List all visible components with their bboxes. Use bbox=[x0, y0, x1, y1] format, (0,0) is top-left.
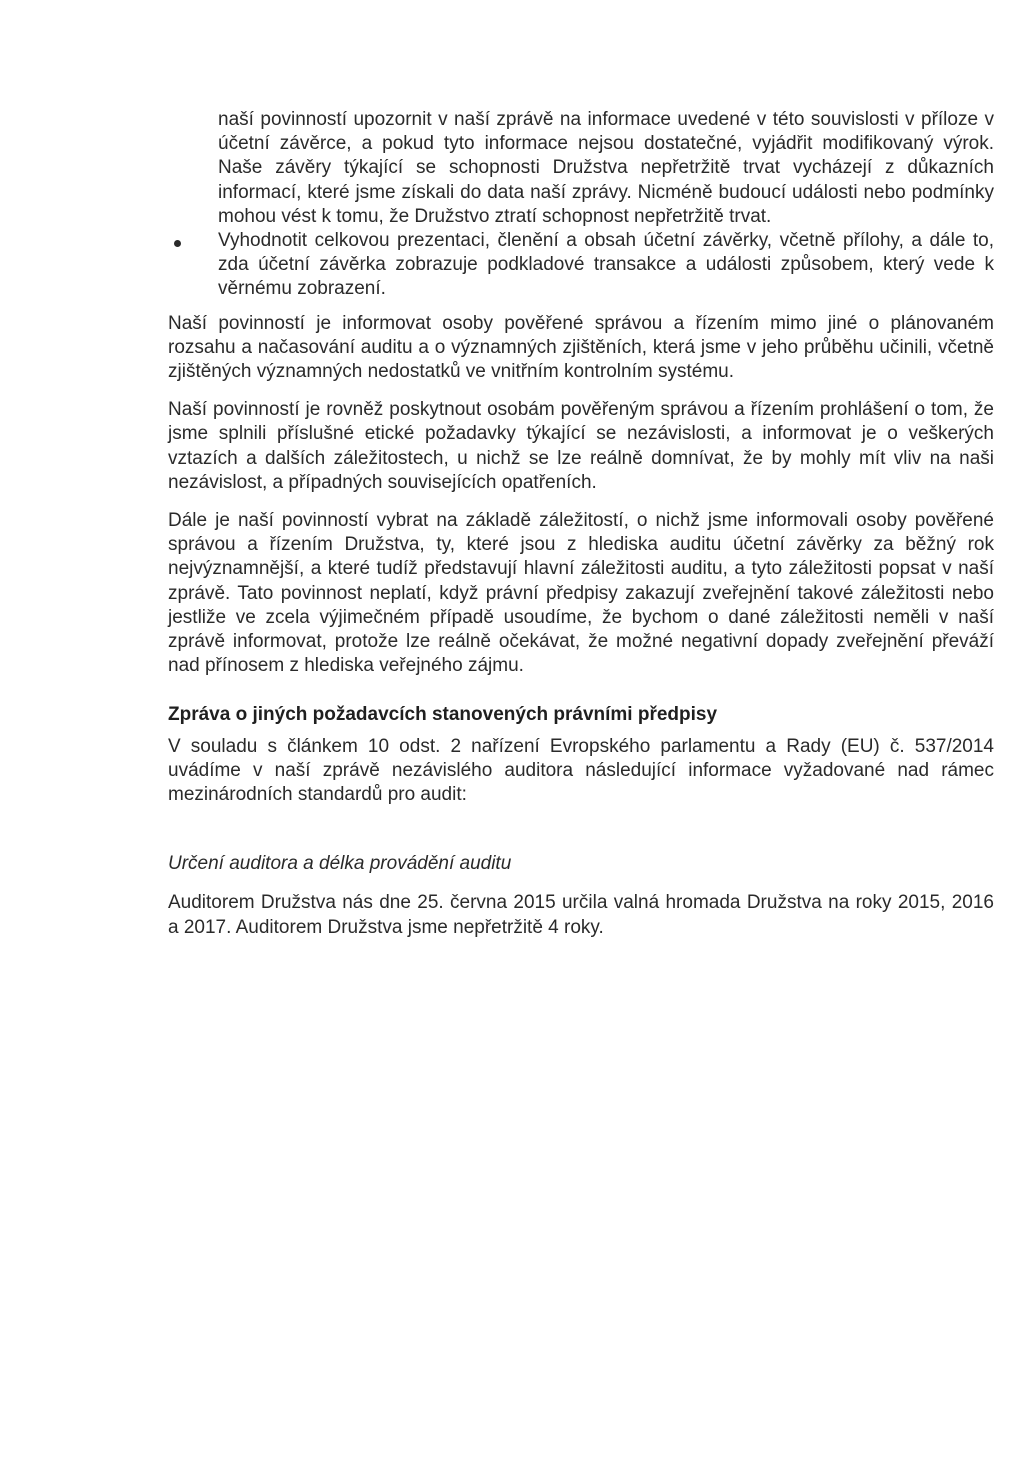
continuation-paragraph: naší povinností upozornit v naší zprávě na informace uvedené v této souvislosti v příloze v účetní závěrce, a pokud tyto informace nejsou dostatečné, vyjádřit modifikovaný výrok. Naše závěry týkající se schopnosti Družstva nepřetržitě trvat vycházejí z důkazních informací, které jsme získali do data naší zprávy. Nicméně budoucí události nebo podmínky mohou vést k tomu, že Družstvo ztratí schopnost nepřetržitě trvat. bbox=[218, 109, 994, 227]
paragraph-eu-regulation: V souladu s článkem 10 odst. 2 nařízení Evropského parlamentu a Rady (EU) č. 537/2014 uvádíme v naší zprávě nezávislého auditora následující informace vyžadované nad rámec mezinárodních standardů pro audit: bbox=[168, 735, 994, 806]
paragraph-key-audit-matters: Dále je naší povinností vybrat na základě záležitostí, o nichž jsme informovali osoby pověřené správou a řízením Družstva, ty, které jsou z hlediska auditu účetní závěrky za běžný rok nejvýznamnější, a které tudíž představují hlavní záležitosti auditu, a tyto záležitosti popsat v naší zprávě. Tato povinnost neplatí, když právní předpisy zakazují zveřejnění takové záležitosti nebo jestliže ve zcela výjimečném případě usoudíme, že bychom o dané záležitosti neměli v naší zprávě informovat, protože lze reálně očekávat, že možné negativní dopady zveřejnění převáží nad přínosem z hlediska veřejného zájmu. bbox=[168, 510, 994, 677]
paragraph-auditor-appointment: Auditorem Družstva nás dne 25. června 2015 určila valná hromada Družstva na roky 2015, 2016 a 2017. Auditorem Družstva jsme nepřetržitě 4 roky. bbox=[168, 892, 994, 938]
subsection-heading: Určení auditora a délka provádění auditu bbox=[168, 853, 512, 875]
bullet-point-icon bbox=[174, 240, 181, 247]
section-heading: Zpráva o jiných požadavcích stanovených právními předpisy bbox=[168, 704, 718, 726]
bullet-item-text: Vyhodnotit celkovou prezentaci, členění a obsah účetní závěrky, včetně přílohy, a dále to, zda účetní závěrka zobrazuje podkladové transakce a události způsobem, který vede k věrnému zobrazení. bbox=[218, 230, 994, 300]
document-body bbox=[168, 108, 994, 940]
paragraph-communication-duty: Naší povinností je informovat osoby pověřené správou a řízením mimo jiné o plánovaném rozsahu a načasování auditu a o významných zjištěních, která jsme v jeho průběhu učinili, včetně zjištěných významných nedostatků ve vnitřním kontrolním systému. bbox=[168, 312, 994, 383]
bullet-list-item bbox=[218, 229, 994, 302]
paragraph-independence-statement: Naší povinností je rovněž poskytnout osobám pověřeným správou a řízením prohlášení o tom, že jsme splnili příslušné etické požadavky týkající se nezávislosti, a informovat je o veškerých vztazích a dalších záležitostech, u nichž se lze reálně domnívat, že by mohly mít vliv na naši nezávislost, a případných souvisejících opatřeních. bbox=[168, 399, 994, 493]
